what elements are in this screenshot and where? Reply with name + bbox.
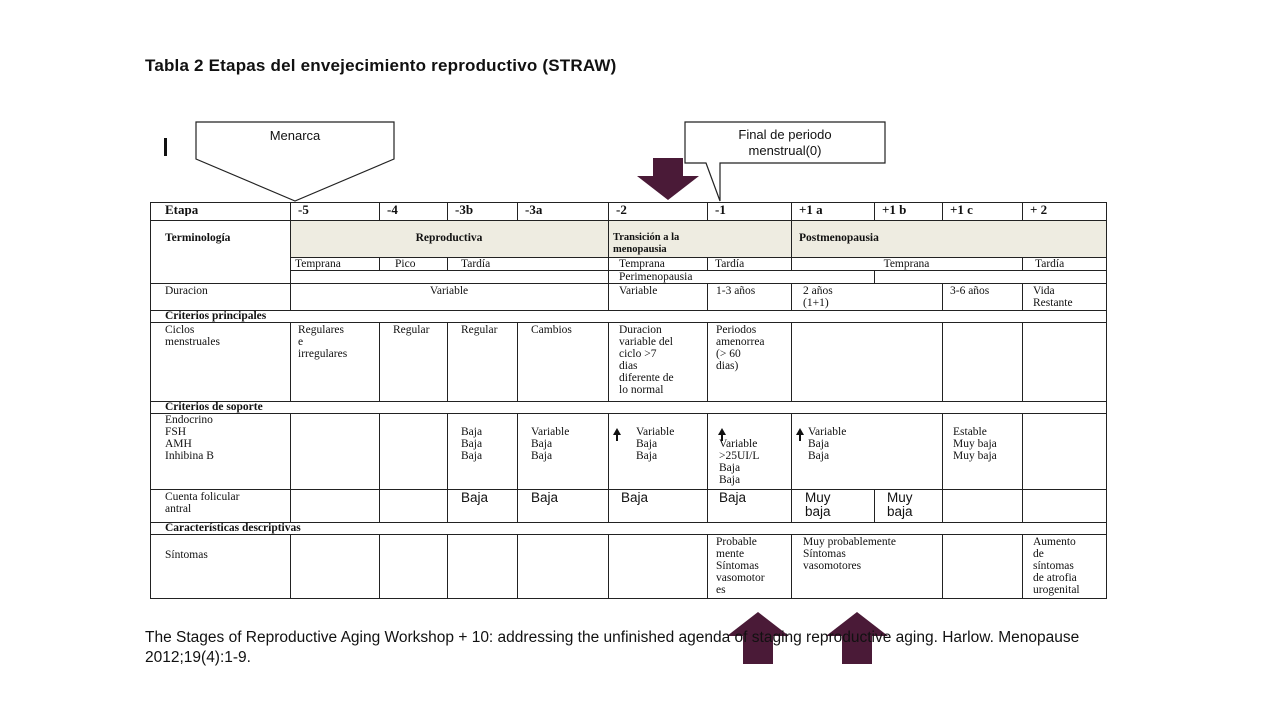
sub-tardia: Tardía [461, 258, 491, 270]
straw-table [150, 202, 1107, 599]
stage-m4: -4 [387, 204, 398, 216]
ciclos-m5: Regulares e irregulares [298, 324, 348, 360]
menarca-callout [195, 121, 395, 203]
afc-p1b: Muy baja [887, 491, 913, 519]
menarca-label: Menarca [269, 128, 321, 143]
stage-p1c: +1 c [950, 204, 973, 216]
afc-m3b: Baja [461, 491, 489, 505]
stage-p2: + 2 [1030, 204, 1048, 216]
terminologia-label: Terminología [165, 232, 231, 244]
stage-p1a: +1 a [799, 204, 823, 216]
ciclos-m1: Periodos amenorrea (> 60 dias) [716, 324, 765, 372]
sintomas-m1: Probable mente Síntomas vasomotor es [716, 536, 765, 596]
endocrino-m3a: Variable Baja Baja [531, 426, 570, 462]
ciclos-m4: Regular [393, 324, 430, 336]
stage-m3a: -3a [525, 204, 543, 216]
stage-m1: -1 [715, 204, 726, 216]
sub-temprana-transicion: Temprana [619, 258, 665, 270]
sub-tardia-transicion: Tardía [715, 258, 745, 270]
endocrino-m3b: Baja Baja Baja [461, 426, 483, 462]
arrow-down-icon [637, 158, 699, 200]
afc-m3a: Baja [531, 491, 559, 505]
page-title: Tabla 2 Etapas del envejecimiento reproductivo (STRAW) [145, 56, 617, 75]
ciclos-m3a: Cambios [531, 324, 572, 336]
duracion-m2: Variable [619, 285, 658, 297]
caracteristicas-label: Características descriptivas [165, 522, 301, 534]
duracion-p1c: 3-6 años [950, 285, 990, 297]
etapa-label: Etapa [165, 204, 199, 216]
duracion-reproductiva: Variable [429, 285, 469, 297]
ciclos-label: Ciclos menstruales [165, 324, 220, 348]
afc-m1: Baja [719, 491, 747, 505]
reproductiva-header: Reproductiva [415, 232, 483, 244]
stage-m2: -2 [616, 204, 627, 216]
stage-p1b: +1 b [882, 204, 907, 216]
afc-m2: Baja [621, 491, 649, 505]
duracion-p2: Vida Restante [1033, 285, 1073, 309]
criterios-soporte-label: Criterios de soporte [165, 401, 263, 413]
sintomas-label: Síntomas [165, 549, 208, 561]
fmp-callout [684, 121, 886, 203]
reference-citation: The Stages of Reproductive Aging Workshop + 10: addressing the unfinished agenda of staging reproductive aging. Harlow. Menopause 2012;19(4):1-9. [145, 629, 1080, 666]
sub-temprana: Temprana [295, 258, 341, 270]
afc-label: Cuenta folicular antral [165, 491, 240, 515]
endocrino-m1: Variable >25UI/L Baja Baja [719, 438, 760, 486]
ciclos-m2: Duracion variable del ciclo >7 dias diferente de lo normal [619, 324, 674, 396]
duracion-m1: 1-3 años [716, 285, 756, 297]
marker-bar [164, 138, 167, 156]
postmenopausia-header: Postmenopausia [799, 232, 879, 244]
endocrino-p1c: Estable Muy baja Muy baja [953, 426, 997, 462]
duracion-p1ab: 2 años (1+1) [803, 285, 833, 309]
sintomas-p1: Muy probablemente Síntomas vasomotores [803, 536, 896, 572]
duracion-label: Duracion [165, 285, 208, 297]
fmp-label-line2: menstrual(0) [748, 143, 822, 158]
stage-m3b: -3b [455, 204, 474, 216]
endocrino-p1: Variable Baja Baja [808, 426, 847, 462]
criterios-principales-label: Criterios principales [165, 310, 267, 322]
ciclos-m3b: Regular [461, 324, 498, 336]
endocrino-m2: Variable Baja Baja [636, 426, 675, 462]
sub-pico: Pico [395, 258, 416, 270]
sintomas-p2: Aumento de síntomas de atrofia urogenital [1033, 536, 1080, 596]
endocrino-label: Endocrino FSH AMH Inhibina B [165, 414, 214, 462]
afc-p1a: Muy baja [805, 491, 831, 519]
perimenopausia-label: Perimenopausia [619, 271, 693, 283]
fmp-label-line1: Final de periodo [738, 127, 832, 142]
stage-m5: -5 [298, 204, 309, 216]
sub-temprana-post: Temprana [883, 258, 930, 270]
transicion-header: Transición a la menopausia [613, 232, 680, 255]
sub-tardia-post: Tardía [1035, 258, 1065, 270]
